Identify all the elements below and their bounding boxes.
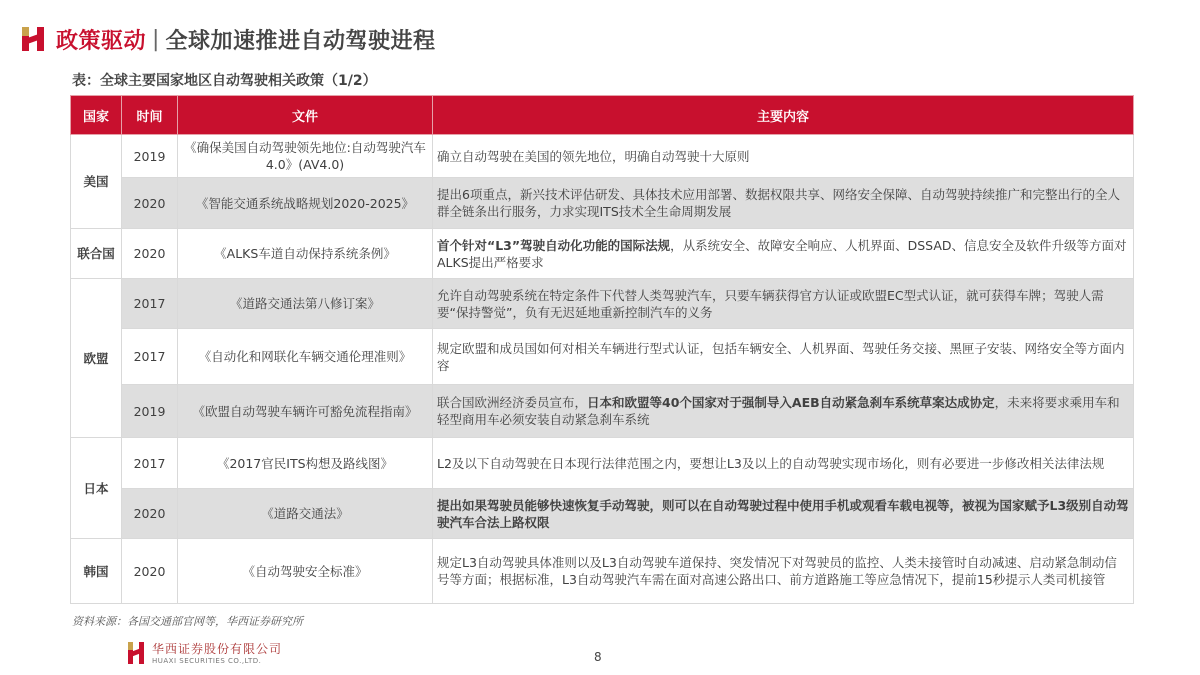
table-row [71, 539, 1134, 604]
document-cell: 《欧盟自动驾驶车辆许可豁免流程指南》 [178, 385, 433, 438]
document-cell: 《自动化和网联化车辆交通伦理准则》 [178, 329, 433, 385]
country-cell: 欧盟 [71, 279, 122, 438]
year-cell: 2020 [122, 539, 178, 604]
table-row [71, 135, 1134, 178]
content-cell: 规定L3自动驾驶具体准则以及L3自动驾驶车道保持、突发情况下对驾驶员的监控、人类未接管时自动减速、启动紧急制动信号等方面；根据标准，L3自动驾驶汽车需在面对高速公路出口、前方道路施工等应急情况下，提前15秒提示人类司机接管 [433, 539, 1134, 604]
content-cell: 确立自动驾驶在美国的领先地位，明确自动驾驶十大原则 [433, 135, 1134, 178]
year-cell: 2017 [122, 438, 178, 489]
document-cell: 《道路交通法》 [178, 489, 433, 539]
year-cell: 2020 [122, 489, 178, 539]
company-name-en: HUAXI SECURITIES CO.,LTD. [152, 657, 262, 665]
title-main: 全球加速推进自动驾驶进程 [165, 28, 436, 54]
table-row [71, 489, 1134, 539]
content-cell: 提出如果驾驶员能够快速恢复手动驾驶，则可以在自动驾驶过程中使用手机或观看车载电视等，被视为国家赋予L3级别自动驾驶汽车合法上路权限 [433, 489, 1134, 539]
footer-company-logo [128, 640, 282, 665]
content-cell: 首个针对“L3”驾驶自动化功能的国际法规，从系统安全、故障安全响应、人机界面、DSSAD、信息安全及软件升级等方面对ALKS提出严格要求 [433, 229, 1134, 279]
table-row [71, 385, 1134, 438]
document-cell: 《ALKS车道自动保持系统条例》 [178, 229, 433, 279]
document-cell: 《道路交通法第八修订案》 [178, 279, 433, 329]
table-row [71, 229, 1134, 279]
table-row [71, 279, 1134, 329]
year-cell: 2020 [122, 178, 178, 229]
country-cell: 韩国 [71, 539, 122, 604]
table-row [71, 438, 1134, 489]
title-section: 政策驱动 [56, 28, 147, 54]
table-header-row [71, 96, 1134, 135]
year-cell: 2017 [122, 329, 178, 385]
column-header-content: 主要内容 [433, 96, 1134, 135]
column-header-document: 文件 [178, 96, 433, 135]
content-cell: L2及以下自动驾驶在日本现行法律范围之内，要想让L3及以上的自动驾驶实现市场化，则有必要进一步修改相关法律法规 [433, 438, 1134, 489]
year-cell: 2019 [122, 135, 178, 178]
content-cell: 允许自动驾驶系统在特定条件下代替人类驾驶汽车，只要车辆获得官方认证或欧盟EC型式认证，就可获得车牌；驾驶人需要“保持警觉”，负有无迟延地重新控制汽车的义务 [433, 279, 1134, 329]
country-cell: 美国 [71, 135, 122, 229]
source-note: 资料来源：各国交通部官网等，华西证券研究所 [72, 615, 303, 628]
huaxi-logo-icon [22, 27, 44, 51]
table-row [71, 329, 1134, 385]
country-cell: 日本 [71, 438, 122, 539]
year-cell: 2020 [122, 229, 178, 279]
year-cell: 2017 [122, 279, 178, 329]
column-header-country: 国家 [71, 96, 122, 135]
year-cell: 2019 [122, 385, 178, 438]
policy-table [70, 95, 1134, 604]
slide-title-bar [22, 24, 435, 54]
document-cell: 《2017官民ITS构想及路线图》 [178, 438, 433, 489]
page-number: 8 [594, 650, 602, 664]
title-separator: | [152, 26, 160, 52]
document-cell: 《自动驾驶安全标准》 [178, 539, 433, 604]
content-cell: 规定欧盟和成员国如何对相关车辆进行型式认证，包括车辆安全、人机界面、驾驶任务交接、黑匣子安装、网络安全等方面内容 [433, 329, 1134, 385]
document-cell: 《智能交通系统战略规划2020-2025》 [178, 178, 433, 229]
content-cell: 提出6项重点，新兴技术评估研发、具体技术应用部署、数据权限共享、网络安全保障、自动驾驶持续推广和完整出行的全人群全链条出行服务，力求实现ITS技术全生命周期发展 [433, 178, 1134, 229]
column-header-year: 时间 [122, 96, 178, 135]
table-caption: 表：全球主要国家地区自动驾驶相关政策（1/2） [72, 73, 377, 89]
content-cell: 联合国欧洲经济委员宣布，日本和欧盟等40个国家对于强制导入AEB自动紧急刹车系统草案达成协定，未来将要求乘用车和轻型商用车必须安装自动紧急刹车系统 [433, 385, 1134, 438]
company-name-cn: 华西证券股份有限公司 [152, 642, 283, 656]
huaxi-logo-icon [128, 642, 144, 664]
country-cell: 联合国 [71, 229, 122, 279]
document-cell: 《确保美国自动驾驶领先地位:自动驾驶汽车4.0》(AV4.0) [178, 135, 433, 178]
table-row [71, 178, 1134, 229]
